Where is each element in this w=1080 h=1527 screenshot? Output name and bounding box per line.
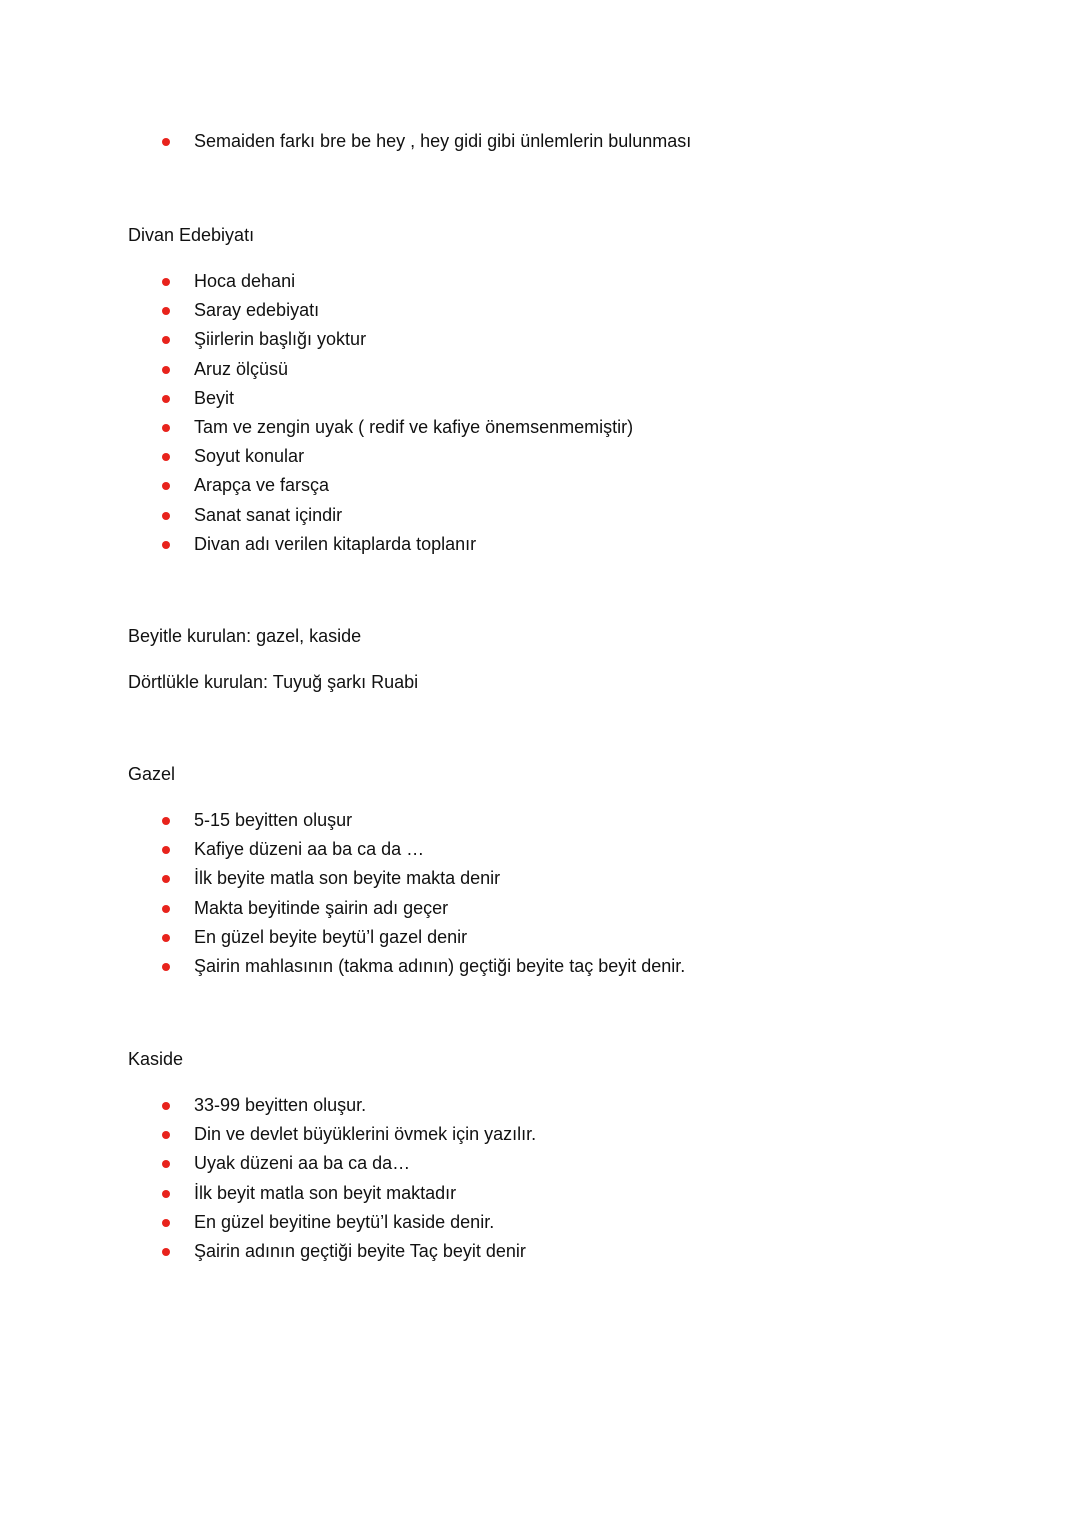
list-item (128, 1091, 988, 1120)
list-item-text: Şairin mahlasının (takma adının) geçtiği beyite taç beyit denir. (194, 955, 686, 976)
kaside-heading: Kaside (128, 1049, 184, 1069)
list-item-text: Uyak düzeni aa ba ca da… (194, 1153, 411, 1174)
list-item (128, 501, 988, 530)
list-item (128, 384, 988, 413)
bullet-icon (162, 424, 170, 432)
bullet-icon (162, 1190, 170, 1198)
list-item (128, 1149, 988, 1178)
list-item-text: Şairin adının geçtiği beyite Taç beyit denir (194, 1240, 526, 1261)
intro-section (128, 127, 988, 156)
list-item (128, 442, 988, 471)
list-item (128, 413, 988, 442)
list-item-text: Divan adı verilen kitaplarda toplanır (194, 533, 477, 554)
list-item-text: Din ve devlet büyüklerini övmek için yazılır. (194, 1124, 537, 1145)
kaside-list (128, 1091, 988, 1266)
bullet-icon (162, 336, 170, 344)
list-item-text: 5-15 beyitten oluşur (194, 810, 353, 830)
bullet-icon (162, 934, 170, 942)
kaside-section (128, 1091, 988, 1266)
bullet-icon (162, 1248, 170, 1256)
list-item-text: Tam ve zengin uyak ( redif ve kafiye önemsenmemiştir) (194, 416, 634, 437)
beyit-forms-line: Beyitle kurulan: gazel, kaside (128, 626, 362, 646)
divan-section (128, 267, 988, 559)
bullet-icon (162, 278, 170, 286)
list-item (128, 835, 988, 864)
bullet-icon (162, 366, 170, 374)
bullet-icon (162, 138, 170, 146)
list-item-text: Hoca dehani (194, 271, 296, 291)
list-item-text: Aruz ölçüsü (194, 358, 289, 379)
bullet-icon (162, 1219, 170, 1227)
gazel-heading: Gazel (128, 764, 176, 784)
list-item (128, 1120, 988, 1149)
list-item-text: Şiirlerin başlığı yoktur (194, 329, 367, 350)
list-item (128, 1237, 988, 1266)
bullet-icon (162, 512, 170, 520)
list-item (128, 806, 988, 835)
bullet-icon (162, 482, 170, 490)
bullet-icon (162, 541, 170, 549)
list-item (128, 127, 988, 156)
bullet-icon (162, 1160, 170, 1168)
intro-list (128, 127, 988, 156)
list-item (128, 296, 988, 325)
list-item-text: Soyut konular (194, 446, 305, 467)
bullet-icon (162, 817, 170, 825)
list-item-text: Kafiye düzeni aa ba ca da … (194, 839, 425, 860)
bullet-icon (162, 905, 170, 913)
list-item (128, 267, 988, 296)
divan-heading: Divan Edebiyatı (128, 225, 255, 245)
list-item (128, 864, 988, 893)
list-item-text: 33-99 beyitten oluşur. (194, 1095, 367, 1115)
list-item (128, 1208, 988, 1237)
bullet-icon (162, 395, 170, 403)
bullet-icon (162, 307, 170, 315)
list-item (128, 894, 988, 923)
list-item-text: Arapça ve farsça (194, 475, 330, 496)
list-item (128, 923, 988, 952)
list-item-text: Beyit (194, 387, 235, 408)
list-item-text: İlk beyite matla son beyite makta denir (194, 868, 501, 889)
dortluk-forms-line: Dörtlükle kurulan: Tuyuğ şarkı Ruabi (128, 672, 419, 692)
divan-list (128, 267, 988, 559)
bullet-icon (162, 875, 170, 883)
list-item (128, 355, 988, 384)
list-item (128, 325, 988, 354)
bullet-icon (162, 453, 170, 461)
list-item-text: Semaiden farkı bre be hey , hey gidi gibi ünlemlerin bulunması (194, 131, 692, 151)
bullet-icon (162, 1131, 170, 1139)
list-item-text: En güzel beyitine beytü’l kaside denir. (194, 1211, 495, 1232)
bullet-icon (162, 846, 170, 854)
list-item (128, 1179, 988, 1208)
list-item (128, 471, 988, 500)
bullet-icon (162, 1102, 170, 1110)
list-item-text: Makta beyitinde şairin adı geçer (194, 897, 449, 918)
bullet-icon (162, 963, 170, 971)
list-item-text: Saray edebiyatı (194, 300, 320, 321)
gazel-section (128, 806, 988, 981)
gazel-list (128, 806, 988, 981)
list-item-text: İlk beyit matla son beyit maktadır (194, 1182, 457, 1203)
list-item (128, 952, 988, 981)
list-item (128, 530, 988, 559)
list-item-text: En güzel beyite beytü’l gazel denir (194, 926, 468, 947)
list-item-text: Sanat sanat içindir (194, 504, 343, 525)
